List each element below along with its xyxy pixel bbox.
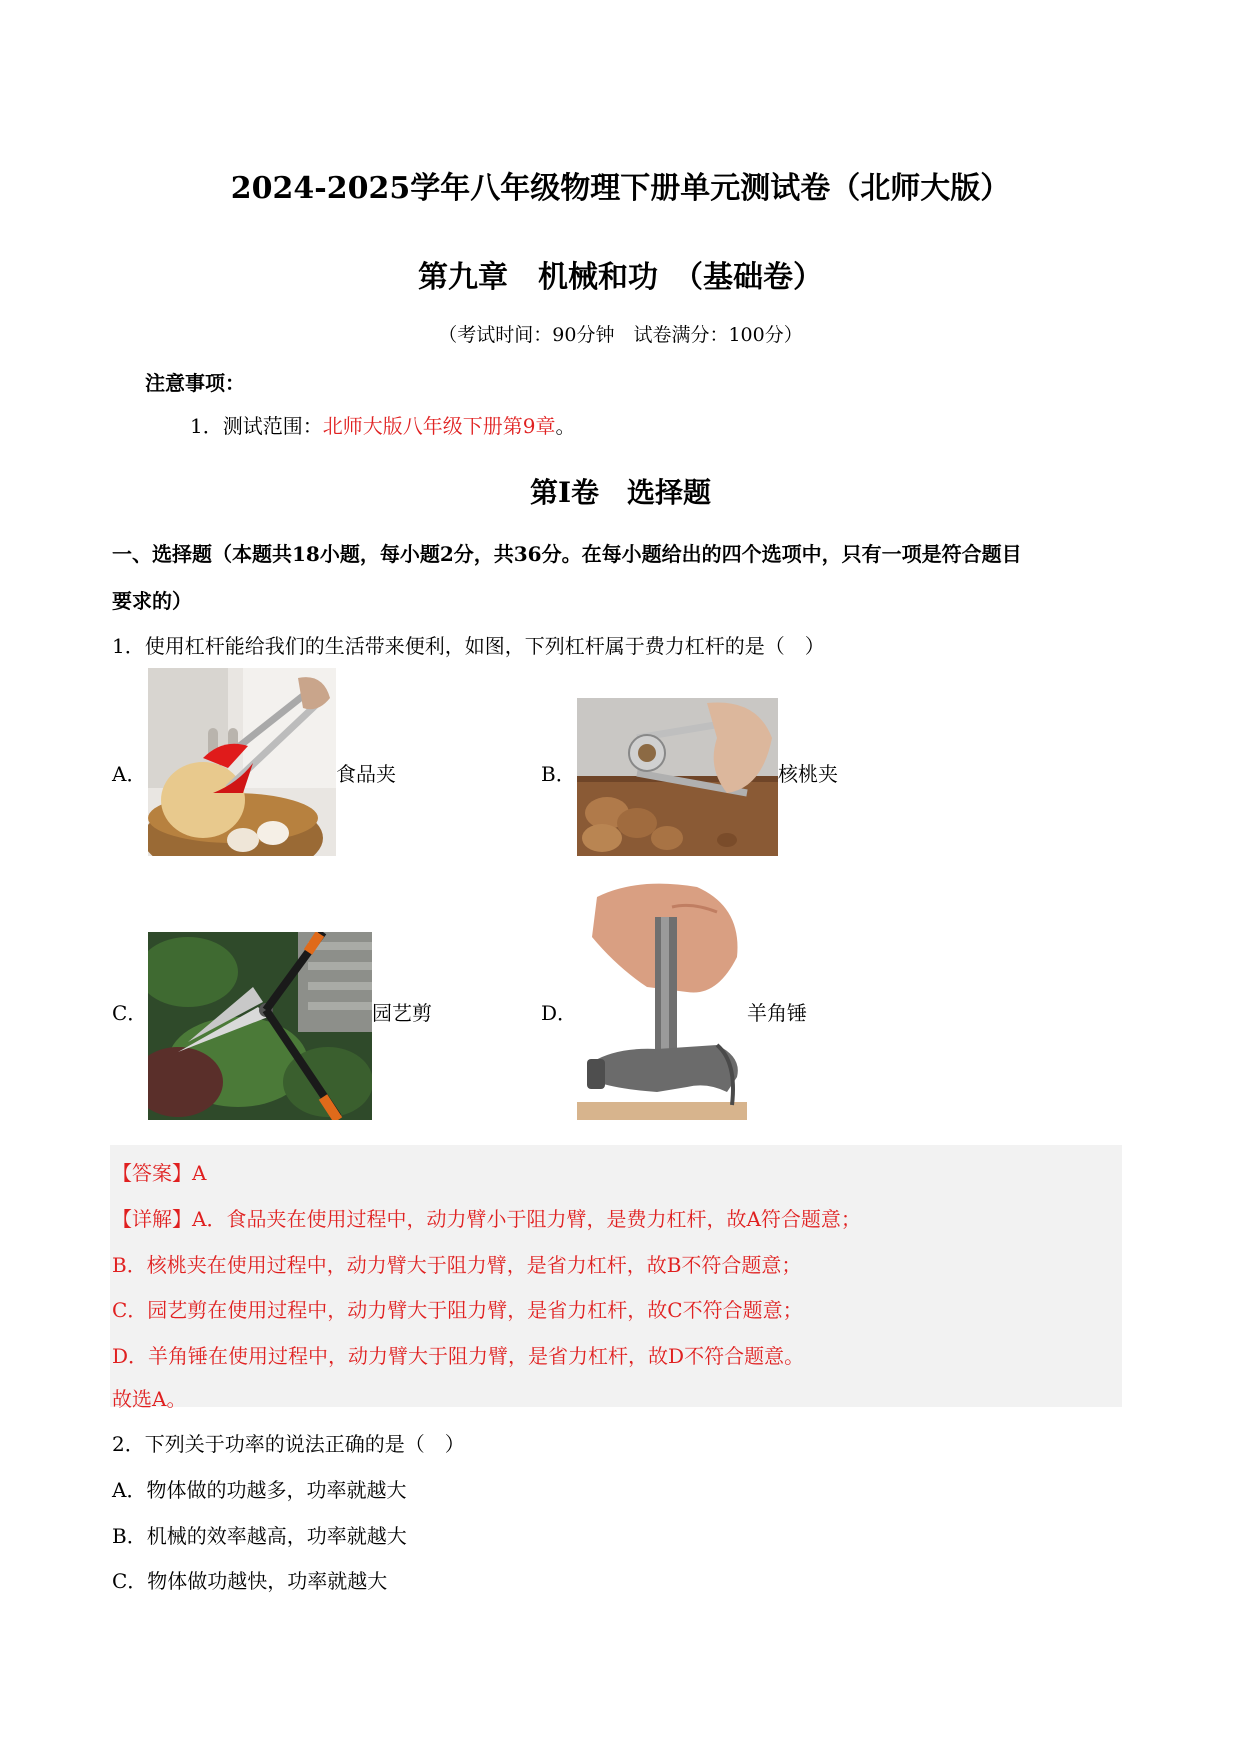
q2-option-b: B．机械的效率越高，功率就越大 — [112, 1524, 407, 1548]
exam-info: （考试时间：90分钟 试卷满分：100分） — [438, 324, 803, 346]
q1-conclusion: 故选A。 — [112, 1387, 187, 1411]
notes-item-suffix: 。 — [555, 414, 576, 438]
explain-label: 【详解】 — [112, 1207, 192, 1231]
nutcracker-photo — [577, 698, 778, 856]
explain-text-a: A．食品夹在使用过程中，动力臂小于阻力臂，是费力杠杆，故A符合题意； — [192, 1207, 861, 1231]
q2-stem: 2．下列关于功率的说法正确的是（ ） — [112, 1432, 465, 1456]
q1-explain-line-b: B．核桃夹在使用过程中，动力臂大于阻力臂，是省力杠杆，故B不符合题意； — [112, 1253, 802, 1277]
q1-answer — [112, 1157, 206, 1186]
garden-shears-photo — [148, 932, 372, 1120]
notes-item — [190, 410, 575, 439]
section-title: 第Ⅰ卷 选择题 — [529, 476, 712, 509]
food-tongs-photo — [148, 668, 336, 856]
q1-option-d-caption: 羊角锤 — [747, 1001, 807, 1025]
q1-explain-line-c: C．园艺剪在使用过程中，动力臂大于阻力臂，是省力杠杆，故C不符合题意； — [112, 1298, 803, 1322]
answer-value: A — [192, 1161, 207, 1185]
q1-option-a-letter: A． — [112, 762, 147, 786]
q2-option-a: A．物体做的功越多，功率就越大 — [112, 1478, 407, 1502]
q1-option-c-caption: 园艺剪 — [372, 1001, 432, 1025]
q1-option-b-caption: 核桃夹 — [778, 762, 838, 786]
q1-option-d-letter: D． — [541, 1001, 578, 1025]
q1-option-b-letter: B． — [541, 762, 576, 786]
part-heading-line1: 一、选择题（本题共18小题，每小题2分，共36分。在每小题给出的四个选项中，只有一项是符合题目 — [112, 542, 1022, 566]
q2-option-c: C．物体做功越快，功率就越大 — [112, 1569, 388, 1593]
q1-option-a-caption: 食品夹 — [336, 762, 396, 786]
q1-stem: 1．使用杠杆能给我们的生活带来便利，如图，下列杠杆属于费力杠杆的是（ ） — [112, 634, 825, 658]
notes-heading: 注意事项： — [145, 371, 245, 395]
exam-title: 2024-2025学年八年级物理下册单元测试卷（北师大版） — [230, 171, 1011, 206]
part-heading-line2: 要求的） — [112, 589, 192, 613]
q1-explain-line-a — [112, 1203, 861, 1232]
q1-explain-line-d: D．羊角锤在使用过程中，动力臂大于阻力臂，是省力杠杆，故D不符合题意。 — [112, 1344, 805, 1368]
notes-item-scope: 北师大版八年级下册第9章 — [322, 414, 556, 438]
answer-label: 【答案】 — [112, 1161, 192, 1185]
claw-hammer-photo — [577, 877, 747, 1120]
notes-item-prefix: 1．测试范围： — [190, 414, 323, 438]
q1-option-c-letter: C． — [112, 1001, 148, 1025]
chapter-title: 第九章 机械和功 （基础卷） — [418, 260, 823, 295]
